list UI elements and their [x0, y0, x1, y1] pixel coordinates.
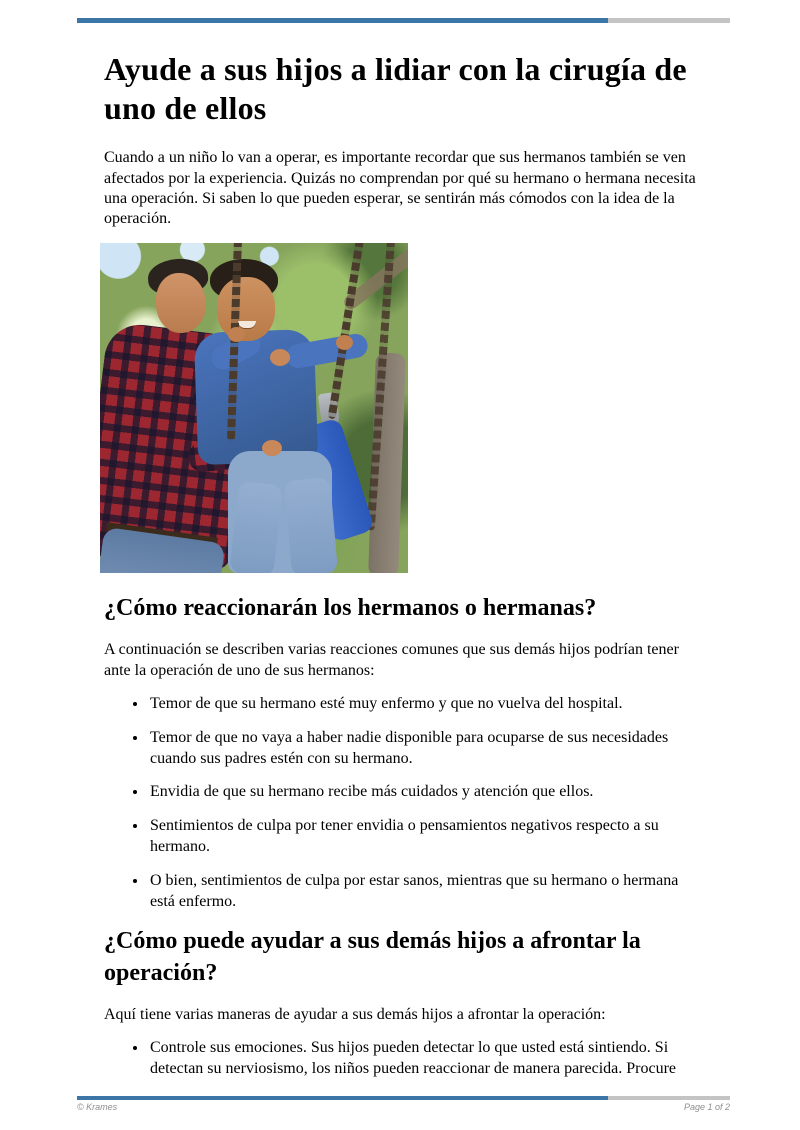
photo-father-face: [156, 273, 206, 333]
photo-boy-right-hand: [336, 335, 353, 350]
list-item: • O bien, sentimientos de culpa por estar sanos, mientras que su hermano o hermana está enfermo.: [148, 871, 697, 913]
footer-copyright: © Krames: [77, 1102, 118, 1112]
photo-boy-right-leg: [284, 477, 338, 573]
top-accent-bar: [77, 18, 730, 23]
page-footer: [77, 1102, 730, 1112]
article-photo-father-pushing-son-on-swing: [100, 243, 408, 573]
footer-accent-bar-gray-segment: [608, 1096, 730, 1100]
help-list: [104, 1038, 697, 1080]
section-lead-reactions: A continuación se describen varias reacciones comunes que sus demás hijos podrían tener ante la operación de uno de sus hermanos:: [104, 641, 679, 679]
section-heading-reactions: ¿Cómo reaccionarán los hermanos o hermanas?: [104, 594, 597, 621]
top-accent-bar-gray-segment: [608, 18, 730, 23]
page-title: Ayude a sus hijos a lidiar con la cirugía de uno de ellos: [104, 51, 687, 127]
list-item: • Controle sus emociones. Sus hijos pueden detectar lo que usted está sintiendo. Si detectan su nerviosismo, los niños pueden reaccionar de manera parecida. Procure: [148, 1038, 697, 1080]
section-lead-help: Aquí tiene varias maneras de ayudar a sus demás hijos a afrontar la operación:: [104, 1005, 606, 1023]
photo-boy-left-leg: [229, 481, 282, 573]
photo-swing-chain-right: [328, 243, 364, 419]
footer-page-number: Page 1 of 2: [683, 1102, 730, 1112]
footer-accent-bar-blue-segment: [77, 1096, 608, 1100]
photo-father-lower-hand: [262, 440, 282, 456]
reactions-list: [104, 694, 697, 912]
intro-paragraph: Cuando a un niño lo van a operar, es importante recordar que sus hermanos también se ven afectados por la experiencia. Quizás no comprendan por qué su hermano o hermana necesita una operación. Si saben lo que pueden esperar, se sentirán más cómodos con la idea de la operación.: [104, 149, 696, 228]
list-item: • Temor de que no vaya a haber nadie disponible para ocuparse de sus necesidades cuando sus padres estén con su hermano.: [148, 728, 697, 770]
list-item: • Temor de que su hermano esté muy enfermo y que no vuelva del hospital.: [148, 694, 697, 715]
article-body: [104, 50, 697, 1093]
photo-boy-face: [217, 277, 275, 341]
list-item: • Sentimientos de culpa por tener envidia o pensamientos negativos respecto a su hermano.: [148, 816, 697, 858]
top-accent-bar-blue-segment: [77, 18, 608, 23]
photo-father-upper-hand: [270, 349, 290, 366]
list-item: • Envidia de que su hermano recibe más cuidados y atención que ellos.: [148, 782, 697, 803]
section-heading-help: ¿Cómo puede ayudar a sus demás hijos a afrontar la operación?: [104, 928, 641, 986]
footer-accent-bar: [77, 1096, 730, 1100]
photo-boy-left-hand: [228, 327, 245, 342]
